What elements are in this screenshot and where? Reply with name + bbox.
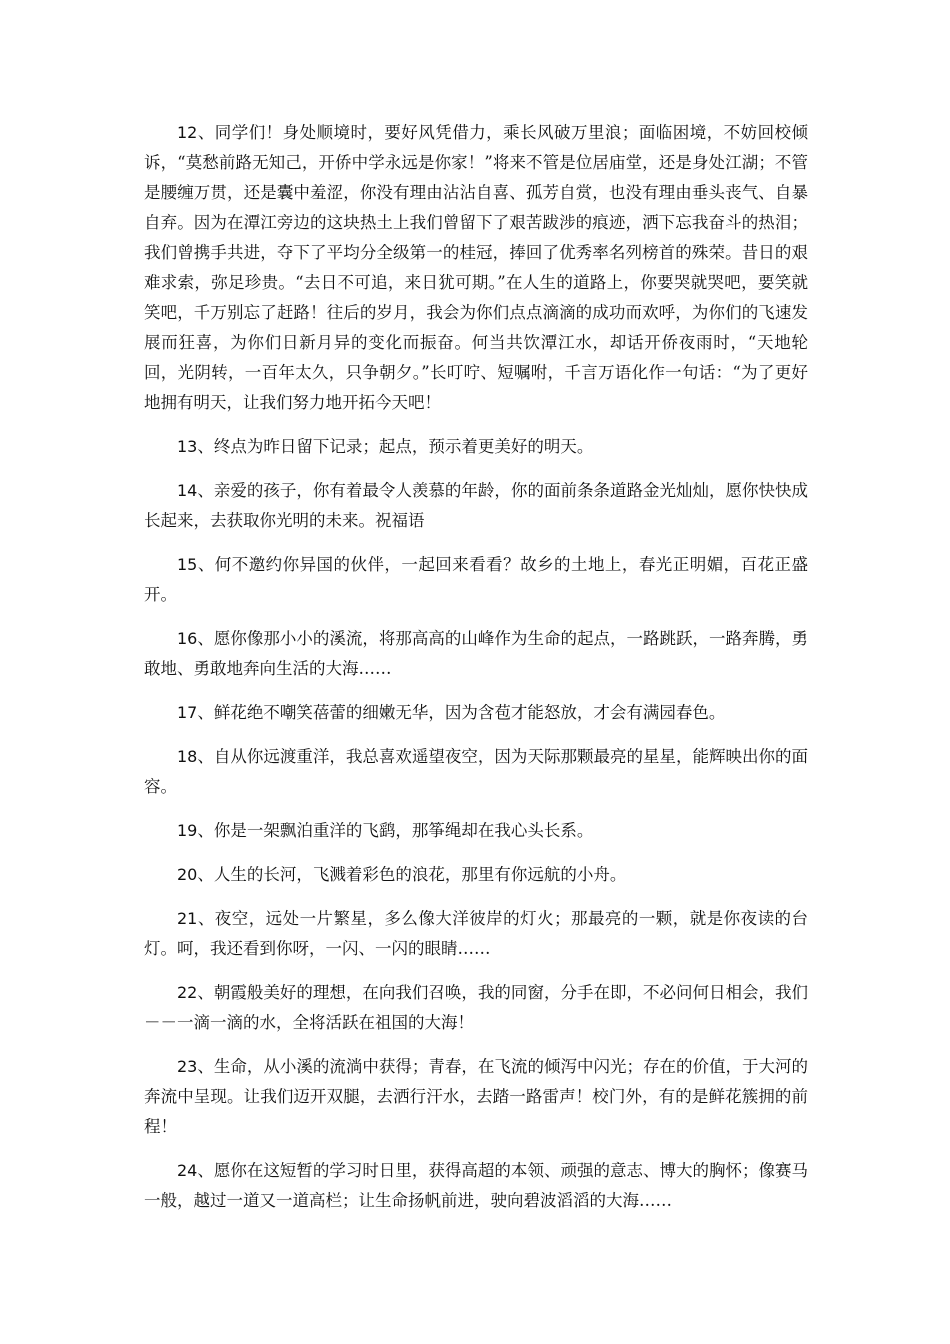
paragraph-21 (144, 904, 808, 964)
paragraph-14 (144, 476, 808, 536)
paragraph-text: 、亲爱的孩子，你有着最令人羡慕的年龄，你的面前条条道路金光灿灿，愿你快快成长起来，去获取你光明的未来。祝福语 (144, 481, 808, 530)
paragraph-number: 15 (177, 555, 198, 574)
paragraph-15 (144, 550, 808, 610)
paragraph-text: 、生命，从小溪的流淌中获得；青春，在飞流的倾泻中闪光；存在的价值，于大河的奔流中呈现。让我们迈开双腿，去洒行汗水，去踏一路雷声！校门外，有的是鲜花簇拥的前程！ (144, 1057, 808, 1136)
paragraph-20 (144, 860, 808, 890)
paragraph-number: 12 (177, 123, 198, 142)
paragraph-16 (144, 624, 808, 684)
paragraph-number: 20 (177, 865, 198, 884)
paragraph-number: 22 (177, 983, 198, 1002)
paragraph-number: 21 (177, 909, 198, 928)
paragraph-text: 、朝霞般美好的理想，在向我们召唤，我的同窗，分手在即，不必问何日相会，我们－－一滴一滴的水，全将活跃在祖国的大海！ (144, 983, 808, 1032)
paragraph-text: 、愿你像那小小的溪流，将那高高的山峰作为生命的起点，一路跳跃，一路奔腾，勇敢地、勇敢地奔向生活的大海…… (144, 629, 808, 678)
paragraph-number: 18 (177, 747, 198, 766)
paragraph-text: 、自从你远渡重洋，我总喜欢遥望夜空，因为天际那颗最亮的星星，能辉映出你的面容。 (144, 747, 808, 796)
paragraph-number: 23 (177, 1057, 198, 1076)
paragraph-text: 、夜空，远处一片繁星，多么像大洋彼岸的灯火；那最亮的一颗，就是你夜读的台灯。呵，我还看到你呀，一闪、一闪的眼睛…… (144, 909, 808, 958)
paragraph-23 (144, 1052, 808, 1142)
paragraph-text: 、愿你在这短暂的学习时日里，获得高超的本领、顽强的意志、博大的胸怀；像赛马一般，越过一道又一道高栏；让生命扬帆前进，驶向碧波滔滔的大海…… (144, 1161, 808, 1210)
document-body (144, 118, 808, 1230)
paragraph-13 (144, 432, 808, 462)
paragraph-number: 14 (177, 481, 198, 500)
paragraph-17 (144, 698, 808, 728)
paragraph-text: 、人生的长河，飞溅着彩色的浪花，那里有你远航的小舟。 (197, 865, 627, 884)
paragraph-number: 16 (177, 629, 198, 648)
paragraph-19 (144, 816, 808, 846)
paragraph-number: 17 (177, 703, 198, 722)
paragraph-22 (144, 978, 808, 1038)
paragraph-24 (144, 1156, 808, 1216)
paragraph-12 (144, 118, 808, 418)
paragraph-number: 19 (177, 821, 198, 840)
paragraph-text: 、同学们！身处顺境时，要好风凭借力，乘长风破万里浪；面临困境，不妨回校倾诉，“莫愁前路无知己，开侨中学永远是你家！”将来不管是位居庙堂，还是身处江湖；不管是腰缠万贯，还是囊中羞涩，你没有理由沾沾自喜、孤芳自赏，也没有理由垂头丧气、自暴自弃。因为在潭江旁边的这块热土上我们曾留下了艰苦跋涉的痕迹，洒下忘我奋斗的热泪；我们曾携手共进，夺下了平均分全级第一的桂冠，捧回了优秀率名列榜首的殊荣。昔日的艰难求索，弥足珍贵。“去日不可追，来日犹可期。”在人生的道路上，你要哭就哭吧，要笑就笑吧，千万别忘了赶路！往后的岁月，我会为你们点点滴滴的成功而欢呼，为你们的飞速发展而狂喜，为你们日新月异的变化而振奋。何当共饮潭江水，却话开侨夜雨时，“天地轮回，光阴转，一百年太久，只争朝夕。”长叮咛、短嘱咐，千言万语化作一句话：“为了更好地拥有明天，让我们努力地开拓今天吧！ (144, 123, 808, 412)
paragraph-text: 、终点为昨日留下记录；起点，预示着更美好的明天。 (197, 437, 594, 456)
paragraph-text: 、何不邀约你异国的伙伴，一起回来看看？故乡的土地上，春光正明媚，百花正盛开。 (144, 555, 808, 604)
paragraph-18 (144, 742, 808, 802)
paragraph-text: 、鲜花绝不嘲笑蓓蕾的细嫩无华，因为含苞才能怒放，才会有满园春色。 (197, 703, 726, 722)
paragraph-text: 、你是一架飘泊重洋的飞鹞，那筝绳却在我心头长系。 (197, 821, 594, 840)
paragraph-number: 13 (177, 437, 198, 456)
paragraph-number: 24 (177, 1161, 198, 1180)
